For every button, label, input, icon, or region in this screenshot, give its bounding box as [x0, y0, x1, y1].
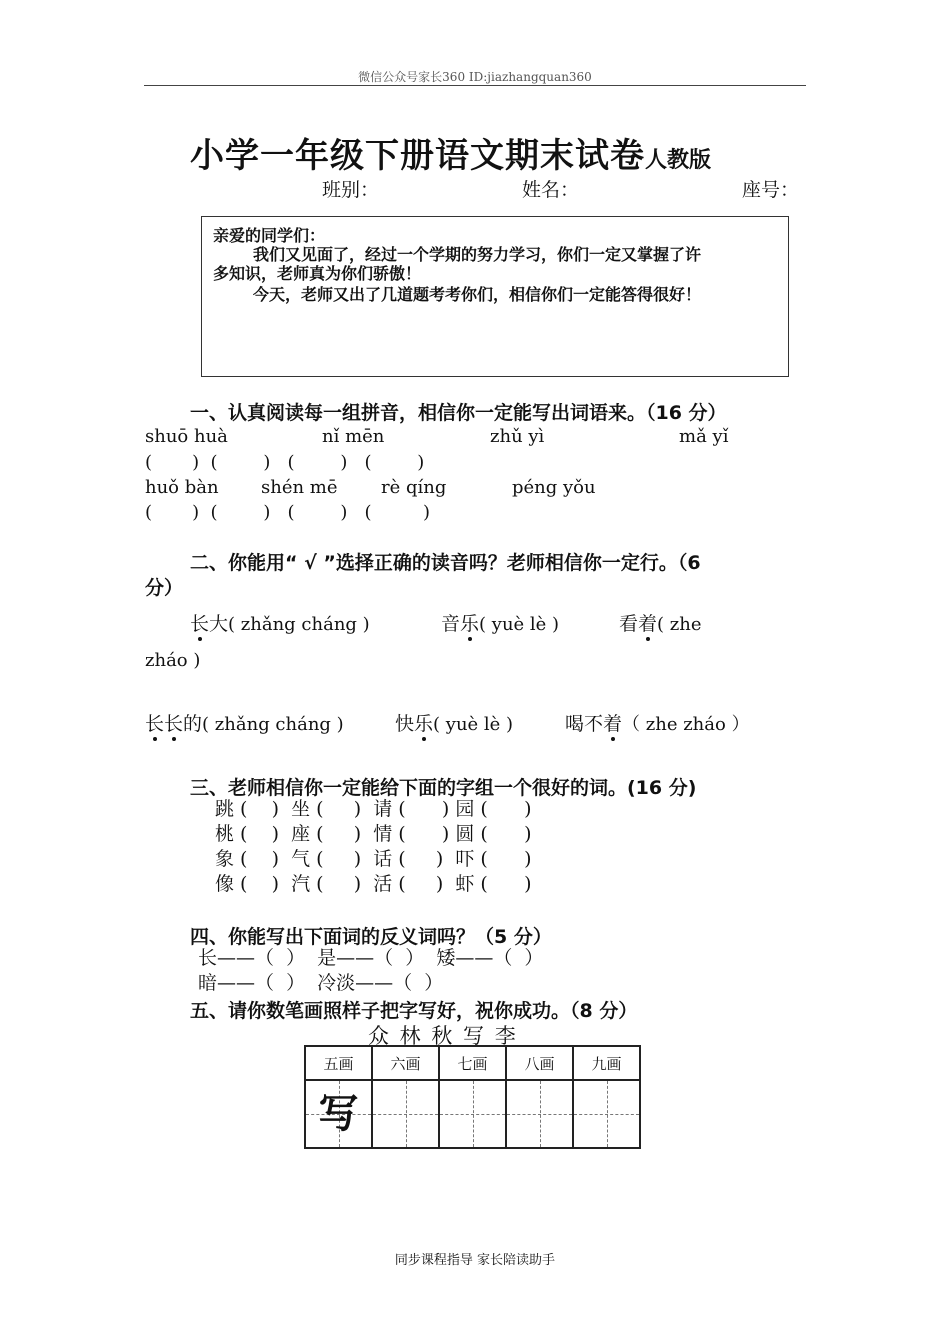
name-label: 姓名：: [522, 179, 580, 201]
section2-heading: 二、你能用“ √ ”选择正确的读音吗？老师相信你一定行。（6: [190, 552, 701, 574]
reading-item-1[interactable]: 长大( zhǎng cháng ): [190, 609, 370, 636]
dotted-char: 着: [603, 709, 622, 736]
section2-heading-cont: 分）: [145, 577, 184, 599]
pinyin-options[interactable]: ( zhǎng cháng ): [228, 614, 370, 635]
reading-item-4[interactable]: 长长的( zhǎng cháng ): [145, 709, 344, 736]
pinyin-item: shuō huà: [145, 426, 228, 447]
header-divider: [144, 85, 806, 86]
word-group-row[interactable]: 象 ( ) 气 ( ) 话 ( ) 吓 ( ): [215, 848, 532, 870]
grid-header-7: 七画: [439, 1046, 506, 1080]
pinyin-item: rè qíng: [381, 477, 447, 498]
practice-characters: 众 林 秋 写 李: [368, 1024, 518, 1048]
pinyin-options[interactable]: ( zhe: [657, 614, 702, 635]
page-title: [190, 128, 711, 177]
reading-item-5[interactable]: 快乐( yuè lè ): [395, 709, 513, 736]
cell-guide-lines: [373, 1081, 438, 1147]
word-group-row[interactable]: 跳 ( ) 坐 ( ) 请 ( ) 园 ( ): [215, 798, 532, 820]
page-footer: 同步课程指导 家长陪读助手: [394, 1253, 556, 1268]
pinyin-options[interactable]: ( zhǎng cháng ): [202, 714, 344, 735]
page-header: 微信公众号家长360 ID:jiazhangquan360: [358, 70, 592, 84]
grid-header-5: 五画: [305, 1046, 372, 1080]
title-main: 小学一年级下册语文期末试卷: [190, 136, 645, 176]
dotted-char: 长: [164, 709, 183, 736]
stroke-grid: [304, 1045, 641, 1149]
answer-parentheses[interactable]: ( ) ( ) ( ) ( ): [145, 502, 431, 523]
grid-cell[interactable]: [573, 1080, 640, 1148]
pinyin-options[interactable]: ( yuè lè ): [479, 614, 560, 635]
greeting-line: 今天，老师又出了几道题考考你们，相信你们一定能答得很好！: [253, 285, 702, 304]
grid-cell[interactable]: [506, 1080, 573, 1148]
section3-heading: 三、老师相信你一定能给下面的字组一个很好的词。(16 分): [190, 777, 697, 799]
section4-heading: 四、你能写出下面词的反义词吗？（5 分）: [190, 926, 552, 948]
greeting-line: 多知识，老师真为你们骄傲！: [213, 264, 422, 283]
grid-header-6: 六画: [372, 1046, 439, 1080]
reading-item-2[interactable]: 音乐( yuè lè ): [441, 609, 559, 636]
antonym-row[interactable]: 长——（ ） 是——（ ） 矮——（ ）: [198, 947, 544, 969]
pinyin-options[interactable]: （ zhe zháo ）: [622, 714, 750, 735]
class-label: 班别：: [322, 179, 380, 201]
cell-guide-lines: [440, 1081, 505, 1147]
sample-character: 写: [318, 1090, 359, 1137]
answer-parentheses[interactable]: ( ) ( ) ( ) ( ): [145, 452, 425, 473]
pinyin-item: zhǔ yì: [490, 426, 545, 447]
dotted-char: 着: [638, 609, 657, 636]
section5-heading: 五、请你数笔画照样子把字写好，祝你成功。（8 分）: [190, 1000, 638, 1022]
dotted-char: 乐: [460, 609, 479, 636]
pinyin-item: huǒ bàn: [145, 477, 219, 498]
grid-header-9: 九画: [573, 1046, 640, 1080]
pinyin-item: shén mē: [261, 477, 338, 498]
section1-heading: 一、认真阅读每一组拼音，相信你一定能写出词语来。（16 分）: [190, 402, 727, 424]
pinyin-item: mǎ yǐ: [679, 426, 729, 447]
title-edition: 人教版: [645, 148, 712, 173]
pinyin-item: nǐ mēn: [322, 426, 385, 447]
cell-guide-lines: [574, 1081, 639, 1147]
dotted-char: 长: [145, 709, 164, 736]
grid-cell[interactable]: [372, 1080, 439, 1148]
dotted-char: 长: [190, 609, 209, 636]
grid-header-8: 八画: [506, 1046, 573, 1080]
pinyin-options[interactable]: ( yuè lè ): [433, 714, 514, 735]
pinyin-item: péng yǒu: [512, 477, 596, 498]
greeting-salutation: 亲爱的同学们：: [213, 226, 326, 245]
cell-guide-lines: [507, 1081, 572, 1147]
reading-item-6[interactable]: 喝不着（ zhe zháo ）: [565, 709, 750, 736]
dotted-char: 乐: [414, 709, 433, 736]
pinyin-options-wrap[interactable]: zháo ): [145, 650, 201, 671]
grid-cell-sample: [305, 1080, 372, 1148]
seat-label: 座号：: [742, 179, 800, 201]
antonym-row[interactable]: 暗——（ ） 冷淡——（ ）: [198, 972, 444, 994]
reading-item-3[interactable]: 看着( zhe: [619, 609, 702, 636]
word-group-row[interactable]: 像 ( ) 汽 ( ) 活 ( ) 虾 ( ): [215, 873, 532, 895]
word-group-row[interactable]: 桃 ( ) 座 ( ) 情 ( ) 圆 ( ): [215, 823, 532, 845]
grid-cell[interactable]: [439, 1080, 506, 1148]
greeting-line: 我们又见面了，经过一个学期的努力学习，你们一定又掌握了许: [253, 245, 702, 264]
